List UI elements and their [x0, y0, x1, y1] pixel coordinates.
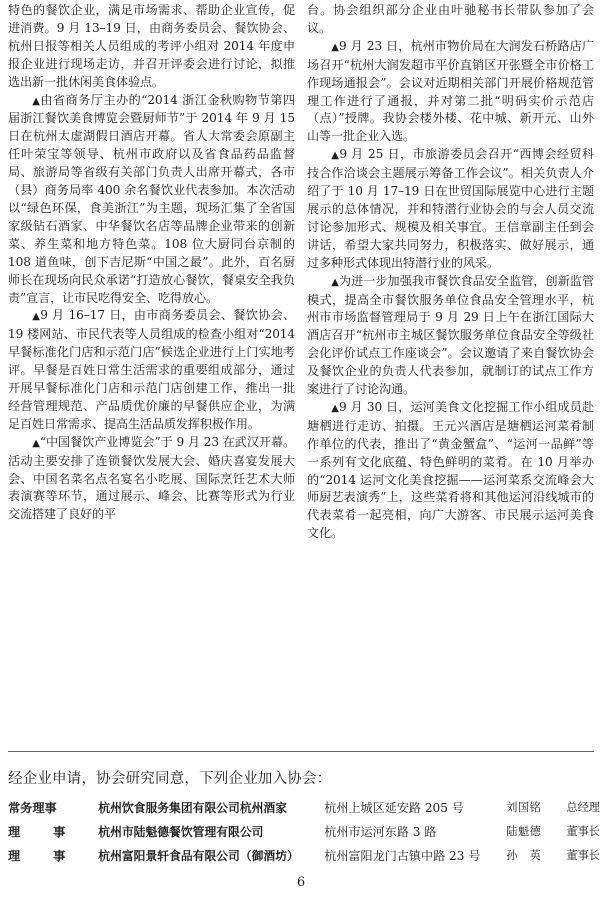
bullet-triangle-icon: ▲	[331, 402, 340, 414]
member-address: 杭州上城区延安路 205 号	[324, 800, 464, 815]
bullet-triangle-icon: ▲	[331, 150, 340, 162]
bullet-triangle-icon: ▲	[331, 41, 340, 53]
right-column	[307, 2, 594, 748]
table-row	[8, 795, 600, 819]
members-table	[8, 795, 600, 867]
paragraph: ▲9 月 25 日，市旅游委员会召开“西博会经贸科技合作洽谈会主题展示筹备工作会议”。相关负责人介绍了于 10 月 17–19 日在世贸国际展览中心进行主题展示的总体情况，并和特潜行业协会的与会人员交流讨论参加形式、规模及相关事宜。王信章副主任到会讲话，希望大家共同努力，积极落实、做好展示，通过多种形式体现出特潜行业的风采。	[307, 147, 594, 270]
bullet-triangle-icon: ▲	[331, 276, 339, 288]
member-position: 总经理	[566, 801, 600, 814]
member-person: 孙 英	[506, 849, 542, 862]
bullet-triangle-icon: ▲	[32, 311, 41, 323]
paragraph: 特色的餐饮企业，满足市场需求、帮助企业宣传，促进消费。9 月 13–19 日，由商务委员会、餐饮协会、杭州日报等相关人员组成的考评小组对 2014 年度申报企业进行现场走访，并召开评委会进行讨论，拟推选出新一批休闲美食体验点。	[8, 3, 295, 89]
left-column	[8, 2, 295, 748]
paragraph: ▲为进一步加强我市餐饮食品安全监管，创新监管模式，提高全市餐饮服务单位食品安全管理水平，杭州市市场监督管理局于 9 月 29 日上午在浙江国际大酒店召开“杭州市主城区餐饮服务单位食品安全等级社会化评价试点工作座谈会”。会议邀请了来自餐饮协会及餐饮企业的负责人代表参加，就制订的试点工作方案进行了讨论沟通。	[307, 273, 594, 397]
paragraph: ▲“中国餐饮产业博览会”于 9 月 23 在武汉开幕。活动主要安排了连锁餐饮发展大会、婚庆喜宴发展大会、中国名菜名点名宴名小吃展、国际烹饪艺术大师表演赛等环节，通过展示、峰会、比赛等形式为行业交流搭建了良好的平	[8, 434, 295, 522]
member-person: 陆魁德	[506, 825, 542, 838]
member-title	[8, 819, 98, 843]
article-body	[8, 2, 594, 748]
page-number: 6	[296, 875, 306, 890]
paragraph: ▲9 月 23 日，杭州市物价局在大润发石桥路店广场召开“杭州大润发超市平价直销区开张暨全市价格工作现场通报会”。会议对近期相关部门开展价格规范管理工作进行了通报，并对第二批“明码实价示范店（点）”授牌。我协会楼外楼、花中城、新开元、山外山等一批企业入选。	[307, 38, 594, 144]
member-company: 杭州富阳景轩食品有限公司（御酒坊）	[98, 848, 299, 863]
member-company: 杭州饮食服务集团有限公司杭州酒家	[98, 800, 288, 815]
member-position: 董事长	[566, 849, 600, 862]
member-person: 刘国铭	[506, 801, 542, 814]
bullet-triangle-icon: ▲	[32, 437, 40, 449]
member-position: 董事长	[566, 825, 600, 838]
membership-intro: 经企业申请，协会研究同意，下列企业加入协会：	[8, 771, 332, 787]
paragraph: 台。协会组织部分企业由叶驰秘书长带队参加了会议。	[307, 3, 594, 35]
table-row	[8, 843, 600, 867]
member-title	[8, 843, 98, 867]
member-title: 常务理事	[8, 800, 57, 815]
member-title-text: 理事	[8, 848, 99, 863]
member-address: 杭州富阳龙门古镇中路 23 号	[324, 848, 481, 863]
bullet-triangle-icon: ▲	[32, 95, 41, 107]
paragraph: ▲9 月 30 日，运河美食文化挖掘工作小组成员赴塘栖进行走访、拍摄。王元兴酒店是塘栖运河菜肴制作单位的代表，推出了“黄金蟹盒”、“运河一品鲜”等一系列有文化底蕴、特色鲜明的菜肴。在 10 月举办的“2014 运河文化美食挖掘——运河菜系交流峰会大师厨艺表演秀”上，这些菜肴将和其他运河沿线城市的代表菜肴一起亮相，向广大游客、市民展示运河美食文化。	[307, 399, 594, 541]
member-address: 杭州市运河东路 3 路	[324, 824, 437, 839]
section-divider	[8, 751, 594, 752]
paragraph: ▲由省商务厅主办的“2014 浙江金秋购物节第四届浙江餐饮美食博览会暨厨师节”于 2014 年 9 月 15 日在杭州太虚湖假日酒店开幕。省人大常委会原副主任叶荣宝等领导、杭州市政府以及省食品药品监督局、旅游局等省级有关部门负责人出席开幕式，各市（县）商务局率 400 余名餐饮业代表参加。本次活动以“绿色环保，食美浙江”为主题，现场汇集了全省国家级钻石酒家、中华餐饮名店等品牌企业带来的创新菜、养生菜和地方特色菜。108 位大厨同台京制的 108 道鱼味，创下吉尼斯“中国之最”。此外，百名厨师长在现场向民众承诺“打造放心餐饮，餐桌安全我负责”宣言，让市民吃得安全、吃得放心。	[8, 92, 295, 305]
table-row	[8, 819, 600, 843]
member-company: 杭州市陆魁德餐饮管理有限公司	[98, 824, 264, 839]
paragraph: ▲9 月 16–17 日，由市商务委员会、餐饮协会、19 楼网站、市民代表等人员组成的检查小组对“2014 早餐标准化门店和示范门店”候选企业进行上门实地考评。早餐是百姓日常生活需求的重要组成部分，通过开展早餐标准化门店和示范门店创建工作，推出一批经营管理规范、产品质优价廉的早餐供应企业，为满足百姓日常需求、提高生活品质发挥积极作用。	[8, 308, 295, 431]
member-title-text: 理事	[8, 824, 99, 839]
